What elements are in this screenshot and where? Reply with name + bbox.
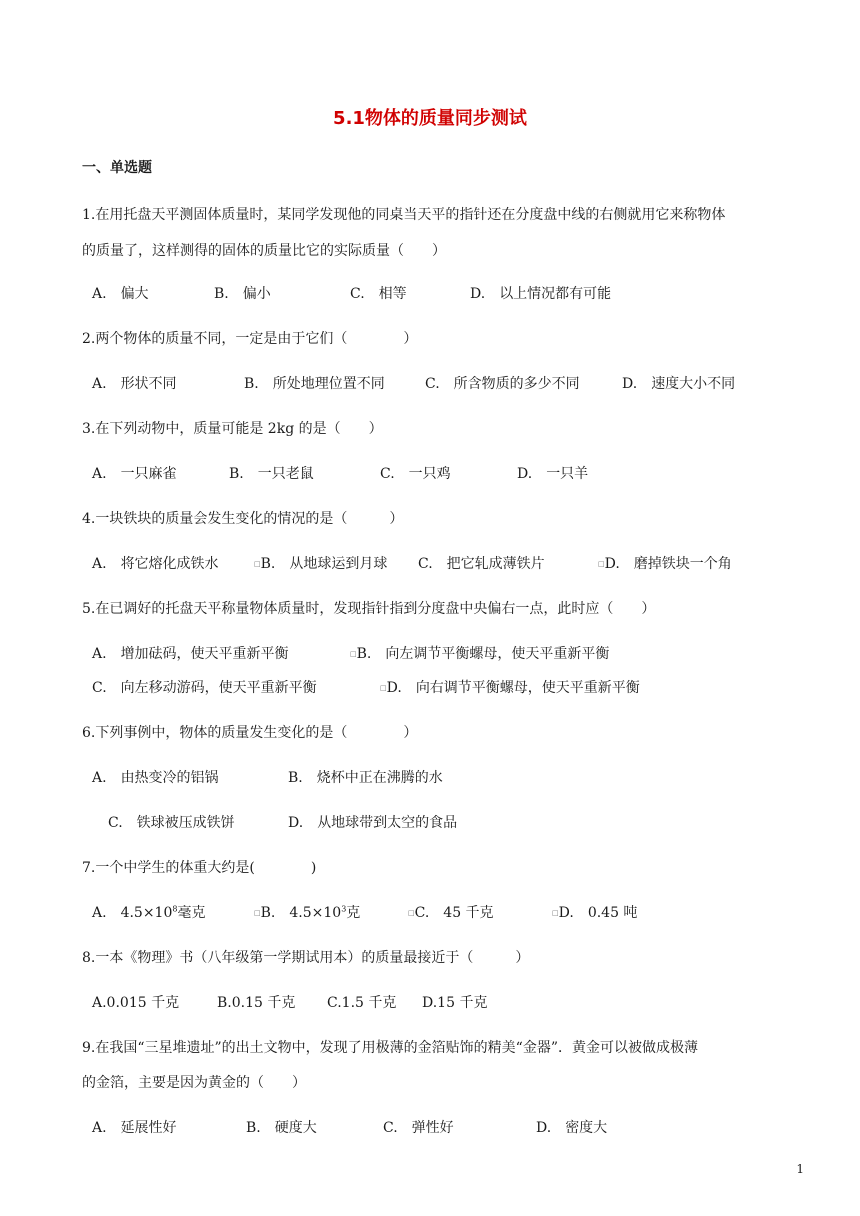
q3-option-b: B. 一只老鼠 [229, 466, 314, 482]
question-1-line-2: 的质量了，这样测得的固体的质量比它的实际质量（ ） [82, 243, 446, 259]
question-3-stem: 3.在下列动物中，质量可能是 2kg 的是（ ） [82, 421, 383, 437]
placeholder-mark-icon: □ [408, 909, 415, 917]
question-8-stem: 8.一本《物理》书（八年级第一学期试用本）的质量最接近于（ ） [82, 950, 530, 966]
q1-option-b: B. 偏小 [214, 286, 271, 302]
q8-option-b: B.0.15 千克 [217, 995, 296, 1011]
q6-option-a: A. 由热变冷的铝锅 [92, 770, 219, 786]
question-2-stem: 2.两个物体的质量不同，一定是由于它们（ ） [82, 331, 418, 347]
q9-option-a: A. 延展性好 [92, 1120, 177, 1136]
q5-option-c: C. 向左移动游码，使天平重新平衡 [92, 680, 317, 696]
q7-option-a: A. $4.5\times 10^8$毫克 [92, 904, 206, 921]
q7-option-b: □B. $4.5\times 10^3$克 [254, 904, 361, 921]
q8-option-d: D.15 千克 [422, 995, 488, 1011]
q9-option-b: B. 硬度大 [246, 1120, 317, 1136]
q4-option-a: A. 将它熔化成铁水 [92, 556, 219, 572]
q4-option-b: □B. 从地球运到月球 [254, 556, 388, 572]
question-1-line-1: 1.在用托盘天平测固体质量时，某同学发现他的同桌当天平的指针还在分度盘中线的右侧就用它来称物体 [82, 207, 726, 223]
q9-option-c: C. 弹性好 [383, 1120, 454, 1136]
q4-option-c: C. 把它轧成薄铁片 [418, 556, 545, 572]
question-6-stem: 6.下列事例中，物体的质量发生变化的是（ ） [82, 725, 418, 741]
q9-option-d: D. 密度大 [536, 1120, 608, 1136]
q3-option-a: A. 一只麻雀 [92, 466, 177, 482]
placeholder-mark-icon: □ [254, 560, 261, 568]
q8-option-c: C.1.5 千克 [327, 995, 397, 1011]
question-9-line-2: 的金箔，主要是因为黄金的（ ） [82, 1075, 306, 1091]
placeholder-mark-icon: □ [552, 909, 559, 917]
q2-option-b: B. 所处地理位置不同 [244, 376, 385, 392]
q5-option-a: A. 增加砝码，使天平重新平衡 [92, 646, 289, 662]
q3-option-d: D. 一只羊 [517, 466, 589, 482]
placeholder-mark-icon: □ [350, 650, 357, 658]
q2-option-a: A. 形状不同 [92, 376, 177, 392]
q2-option-c: C. 所含物质的多少不同 [425, 376, 580, 392]
question-9-line-1: 9.在我国“三星堆遗址”的出土文物中，发现了用极薄的金箔贴饰的精美“金器”．黄金可以被做成极薄 [82, 1040, 698, 1056]
q5-option-b: □B. 向左调节平衡螺母，使天平重新平衡 [350, 646, 610, 662]
q7-option-c: □C. 45 千克 [408, 905, 494, 921]
q7-option-d: □D. 0.45 吨 [552, 905, 638, 921]
question-7-stem: 7.一个中学生的体重大约是( ) [82, 860, 317, 876]
placeholder-mark-icon: □ [598, 560, 605, 568]
q6-option-d: D. 从地球带到太空的食品 [288, 815, 458, 831]
q1-option-a: A. 偏大 [92, 286, 149, 302]
q2-option-d: D. 速度大小不同 [622, 376, 736, 392]
q5-option-d: □D. 向右调节平衡螺母，使天平重新平衡 [380, 680, 640, 696]
q3-option-c: C. 一只鸡 [380, 466, 451, 482]
q8-option-a: A.0.015 千克 [92, 995, 180, 1011]
section-heading: 一、单选题 [82, 160, 152, 176]
q1-option-d: D. 以上情况都有可能 [470, 286, 612, 302]
q1-option-c: C. 相等 [350, 286, 407, 302]
page-number: 1 [796, 1162, 804, 1176]
q6-option-b: B. 烧杯中正在沸腾的水 [288, 770, 443, 786]
document-title: 5.1物体的质量同步测试 [333, 108, 527, 129]
q4-option-d: □D. 磨掉铁块一个角 [598, 556, 732, 572]
placeholder-mark-icon: □ [380, 684, 387, 692]
question-5-stem: 5.在已调好的托盘天平称量物体质量时，发现指针指到分度盘中央偏右一点，此时应（ ） [82, 601, 656, 617]
question-4-stem: 4.一块铁块的质量会发生变化的情况的是（ ） [82, 511, 404, 527]
q6-option-c: C. 铁球被压成铁饼 [108, 815, 235, 831]
placeholder-mark-icon: □ [254, 909, 261, 917]
